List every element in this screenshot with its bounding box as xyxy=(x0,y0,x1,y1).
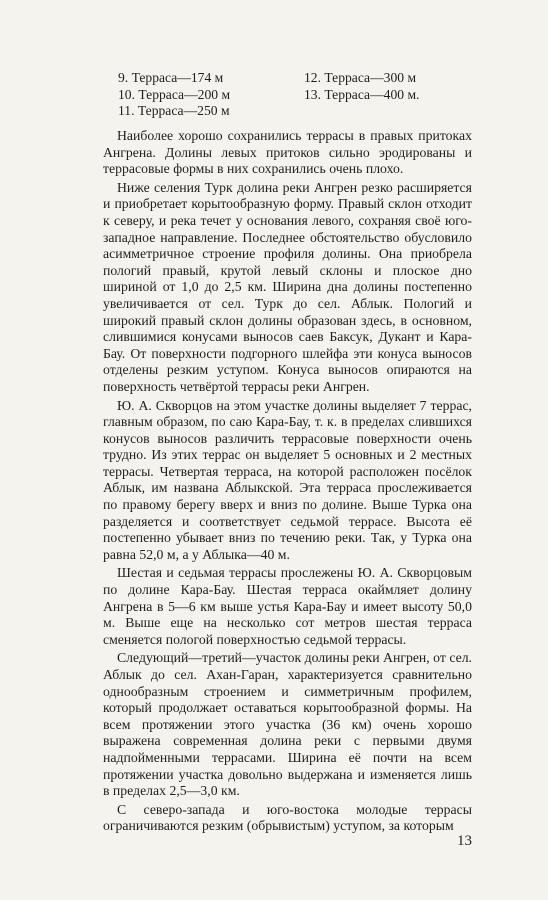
terrace-list-right-column xyxy=(304,70,419,103)
paragraph: С северо-запада и юго-востока молодые террасы ограничиваются резким (обрывистым) уступом, за которым xyxy=(103,801,472,834)
paragraph: Ниже селения Турк долина реки Ангрен резко расширяется и приобретает корытообразную форму. Правый склон отходит к северу, и река течет у основания левого, сохраняя своё юго-западное направление. Последнее обстоятельство обусловило асимметричное строение профиля долины. Она приобрела пологий правый, крутой левый склоны и плоское дно шириной от 1,0 до 2,5 км. Ширина дна долины постепенно увеличивается от сел. Турк до сел. Аблык. Пологий и широкий правый склон долины образован здесь, в основном, слившимися конусами выносов саев Баксук, Дукант и Кара-Бау. От поверхности подгорного шлейфа эти конуса выносов отделены резким уступом. Конуса выносов опираются на поверхность четвёртой террасы реки Ангрен. xyxy=(103,179,472,394)
page-number: 13 xyxy=(457,833,472,849)
body-text xyxy=(103,128,472,835)
terrace-item: 13. Терраса—400 м. xyxy=(304,86,420,102)
terrace-item: 10. Терраса—200 м xyxy=(118,86,231,102)
paragraph: Шестая и седьмая террасы прослежены Ю. А. Скворцовым по долине Кара-Бау. Шестая терраса окаймляет долину Ангрена в 5—6 км выше устья Кара-Бау и имеет высоту 50,0 м. Выше еще на несколько сот метров шестая терраса сменяется пологой поверхностью седьмой террасы. xyxy=(103,565,472,647)
terrace-item: 9. Терраса—174 м xyxy=(118,70,224,85)
paragraph: Следующий—третий—участок долины реки Ангрен, от сел. Аблык до сел. Ахан-Гаран, характеризуется сравнительно однообразным строением и симметричным профилем, который продолжает оставаться корытообразной формы. На всем протяжении этого участка (36 км) очень хорошо выражена современная долина реки с первыми двумя надпойменными террасами. Ширина её почти на всем протяжении участка довольно выдержана и изменяется лишь в пределах 2,5—3,0 км. xyxy=(103,650,472,799)
terrace-item: 12. Терраса—300 м xyxy=(304,70,417,85)
terrace-list-left-column xyxy=(118,70,230,120)
paragraph: Ю. А. Скворцов на этом участке долины выделяет 7 террас, главным образом, по саю Кара-Бау, т. к. в пределах слившихся конусов выносов различить террасовые поверхности очень трудно. Из этих террас он выделяет 5 основных и 2 местных террасы. Четвертая терраса, на которой расположен посёлок Аблык, им названа Аблыкской. Эта терраса прослеживается по правому берегу вверх и вниз по долине. Выше Турка она разделяется и соответствует седьмой террасе. Высота её постепенно убывает вниз по течению реки. Так, у Турка она равна 52,0 м, а у Аблыка—40 м. xyxy=(103,397,472,562)
paragraph: Наиболее хорошо сохранились террасы в правых притоках Ангрена. Долины левых притоков сильно эродированы и террасовые формы в них сохранились очень плохо. xyxy=(103,128,472,177)
terrace-item: 11. Терраса—250 м xyxy=(118,103,230,118)
